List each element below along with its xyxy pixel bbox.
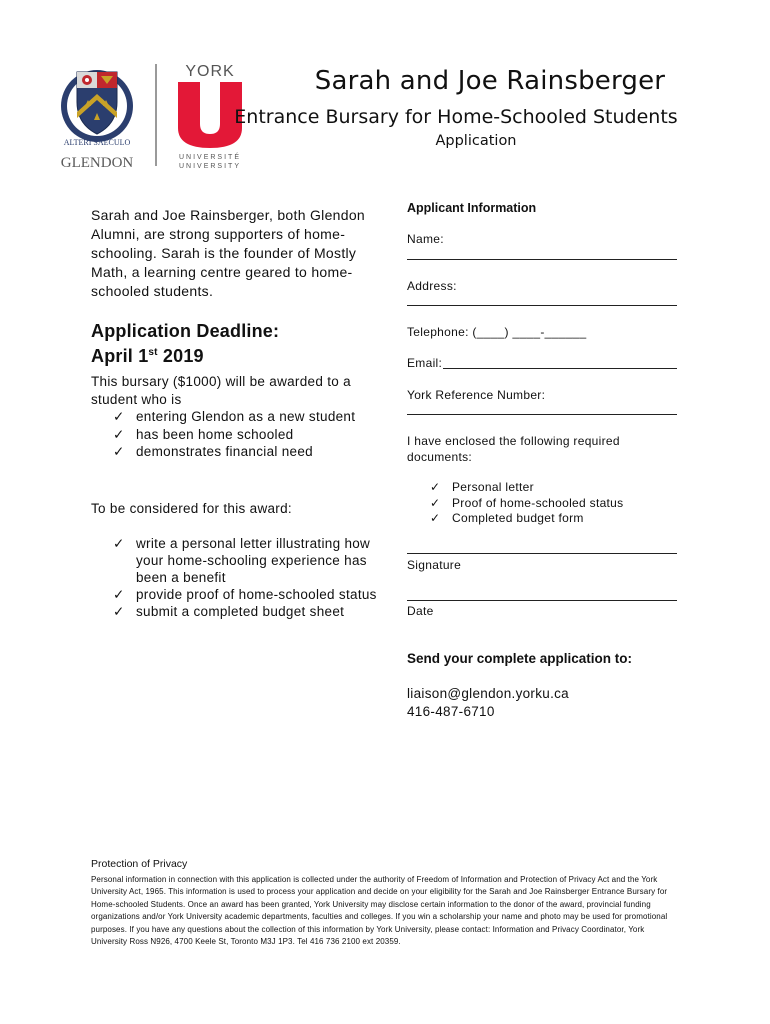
email-field[interactable] [443, 368, 677, 369]
check-icon: ✓ [430, 495, 441, 510]
list-item [407, 496, 677, 512]
date-field[interactable] [407, 600, 677, 601]
address-field[interactable] [407, 305, 677, 306]
requirement-text: submit a completed budget sheet [136, 604, 345, 619]
check-icon: ✓ [430, 480, 441, 494]
requirement-text: write a personal letter illustrating how your home-schooling experience has been a benefit [136, 536, 371, 585]
email-label: Email: [407, 356, 443, 370]
applicant-info-heading: Applicant Information [407, 201, 537, 215]
send-application-heading: Send your complete application to: [407, 651, 633, 666]
criteria-list [91, 408, 371, 461]
date-label: Date [407, 604, 434, 618]
list-item [91, 408, 371, 426]
list-item [407, 511, 677, 527]
document-text: Completed budget form [452, 511, 584, 525]
list-item [91, 586, 381, 603]
list-item [407, 480, 677, 496]
logo-divider [155, 64, 157, 166]
deadline-date-year: 2019 [157, 346, 204, 366]
york-reference-label: York Reference Number: [407, 388, 546, 402]
check-icon: ✓ [113, 426, 125, 442]
name-field[interactable] [407, 259, 677, 260]
list-item [91, 535, 381, 586]
document-text: Personal letter [452, 480, 534, 494]
check-icon: ✓ [113, 444, 125, 459]
signature-field[interactable] [407, 553, 677, 554]
glendon-logo [50, 62, 144, 172]
deadline-heading: Application Deadline: [91, 321, 280, 341]
privacy-text: Personal information in connection with this application is collected under the authority of Freedom of Information and Protection of Privacy Act and the York University Act, 1965. This information is used to process your application and decide on your eligibility for the Sarah and Joe Rainsberger Entrance Bursary for Home-schooled Students. Once an award has been granted, York University may disclose certain information to the donor of the award, provincial funding organizations and/or York University academic departments, faculties and colleges. If you win a scholarship your name and photo may be used for promotional purposes. If you have any questions about the collection of this information by York University, please contact: Information and Privacy Coordinator, York University Ross N926, 4700 Keele St, Toronto M3J 1P3. Tel 416 736 2100 ext 20359. [91, 875, 668, 947]
glendon-crest-icon [50, 62, 144, 172]
privacy-heading: Protection of Privacy [91, 858, 188, 870]
criteria-text: demonstrates financial need [136, 444, 313, 459]
name-label: Name: [407, 232, 444, 246]
york-universite: UNIVERSITÉ [178, 154, 242, 161]
criteria-text: has been home schooled [136, 426, 294, 442]
document-text: Proof of home-schooled status [452, 495, 624, 510]
york-wordmark: YORK [185, 63, 235, 80]
check-icon: ✓ [113, 409, 125, 424]
check-icon: ✓ [430, 511, 441, 525]
contact-phone: 416-487-6710 [407, 704, 495, 719]
list-item [91, 443, 371, 461]
address-label: Address: [407, 279, 457, 293]
page-subtitle: Entrance Bursary for Home-Schooled Students [234, 106, 678, 128]
glendon-wordmark: GLENDON [60, 155, 134, 171]
documents-list [407, 480, 677, 527]
signature-label: Signature [407, 558, 462, 572]
intro-paragraph: Sarah and Joe Rainsberger, both Glendon Alumni, are strong supporters of home-schooling. Sarah is the founder of Mostly Math, a learning centre geared to home-schooled students. [91, 207, 365, 299]
page-title: Sarah and Joe Rainsberger [314, 66, 666, 96]
bursary-description-text: This bursary ($1000) will be awarded to a student who is [91, 374, 351, 407]
check-icon: ✓ [113, 536, 125, 551]
york-reference-field[interactable] [407, 414, 677, 415]
requirement-text: provide proof of home-schooled status [136, 587, 377, 602]
deadline-date [91, 342, 279, 367]
application-deadline [91, 320, 279, 367]
telephone-field[interactable]: Telephone: (____) ____-______ [407, 325, 587, 339]
list-item [91, 603, 381, 620]
application-label: Application [435, 133, 517, 149]
glendon-motto: ALTERI SAECULO [63, 138, 131, 147]
deadline-date-suffix: st [148, 347, 158, 358]
criteria-text: entering Glendon as a new student [136, 409, 356, 424]
york-university: UNIVERSITY [178, 163, 242, 170]
consideration-heading: To be considered for this award: [91, 501, 292, 516]
requirements-list [91, 535, 381, 620]
check-icon: ✓ [113, 587, 125, 602]
list-item [91, 426, 371, 444]
bursary-description [91, 373, 371, 461]
contact-email[interactable]: liaison@glendon.yorku.ca [407, 686, 569, 701]
enclosed-documents-text: I have enclosed the following required documents: [407, 434, 620, 464]
check-icon: ✓ [113, 604, 125, 619]
deadline-date-day: April 1 [91, 346, 149, 366]
